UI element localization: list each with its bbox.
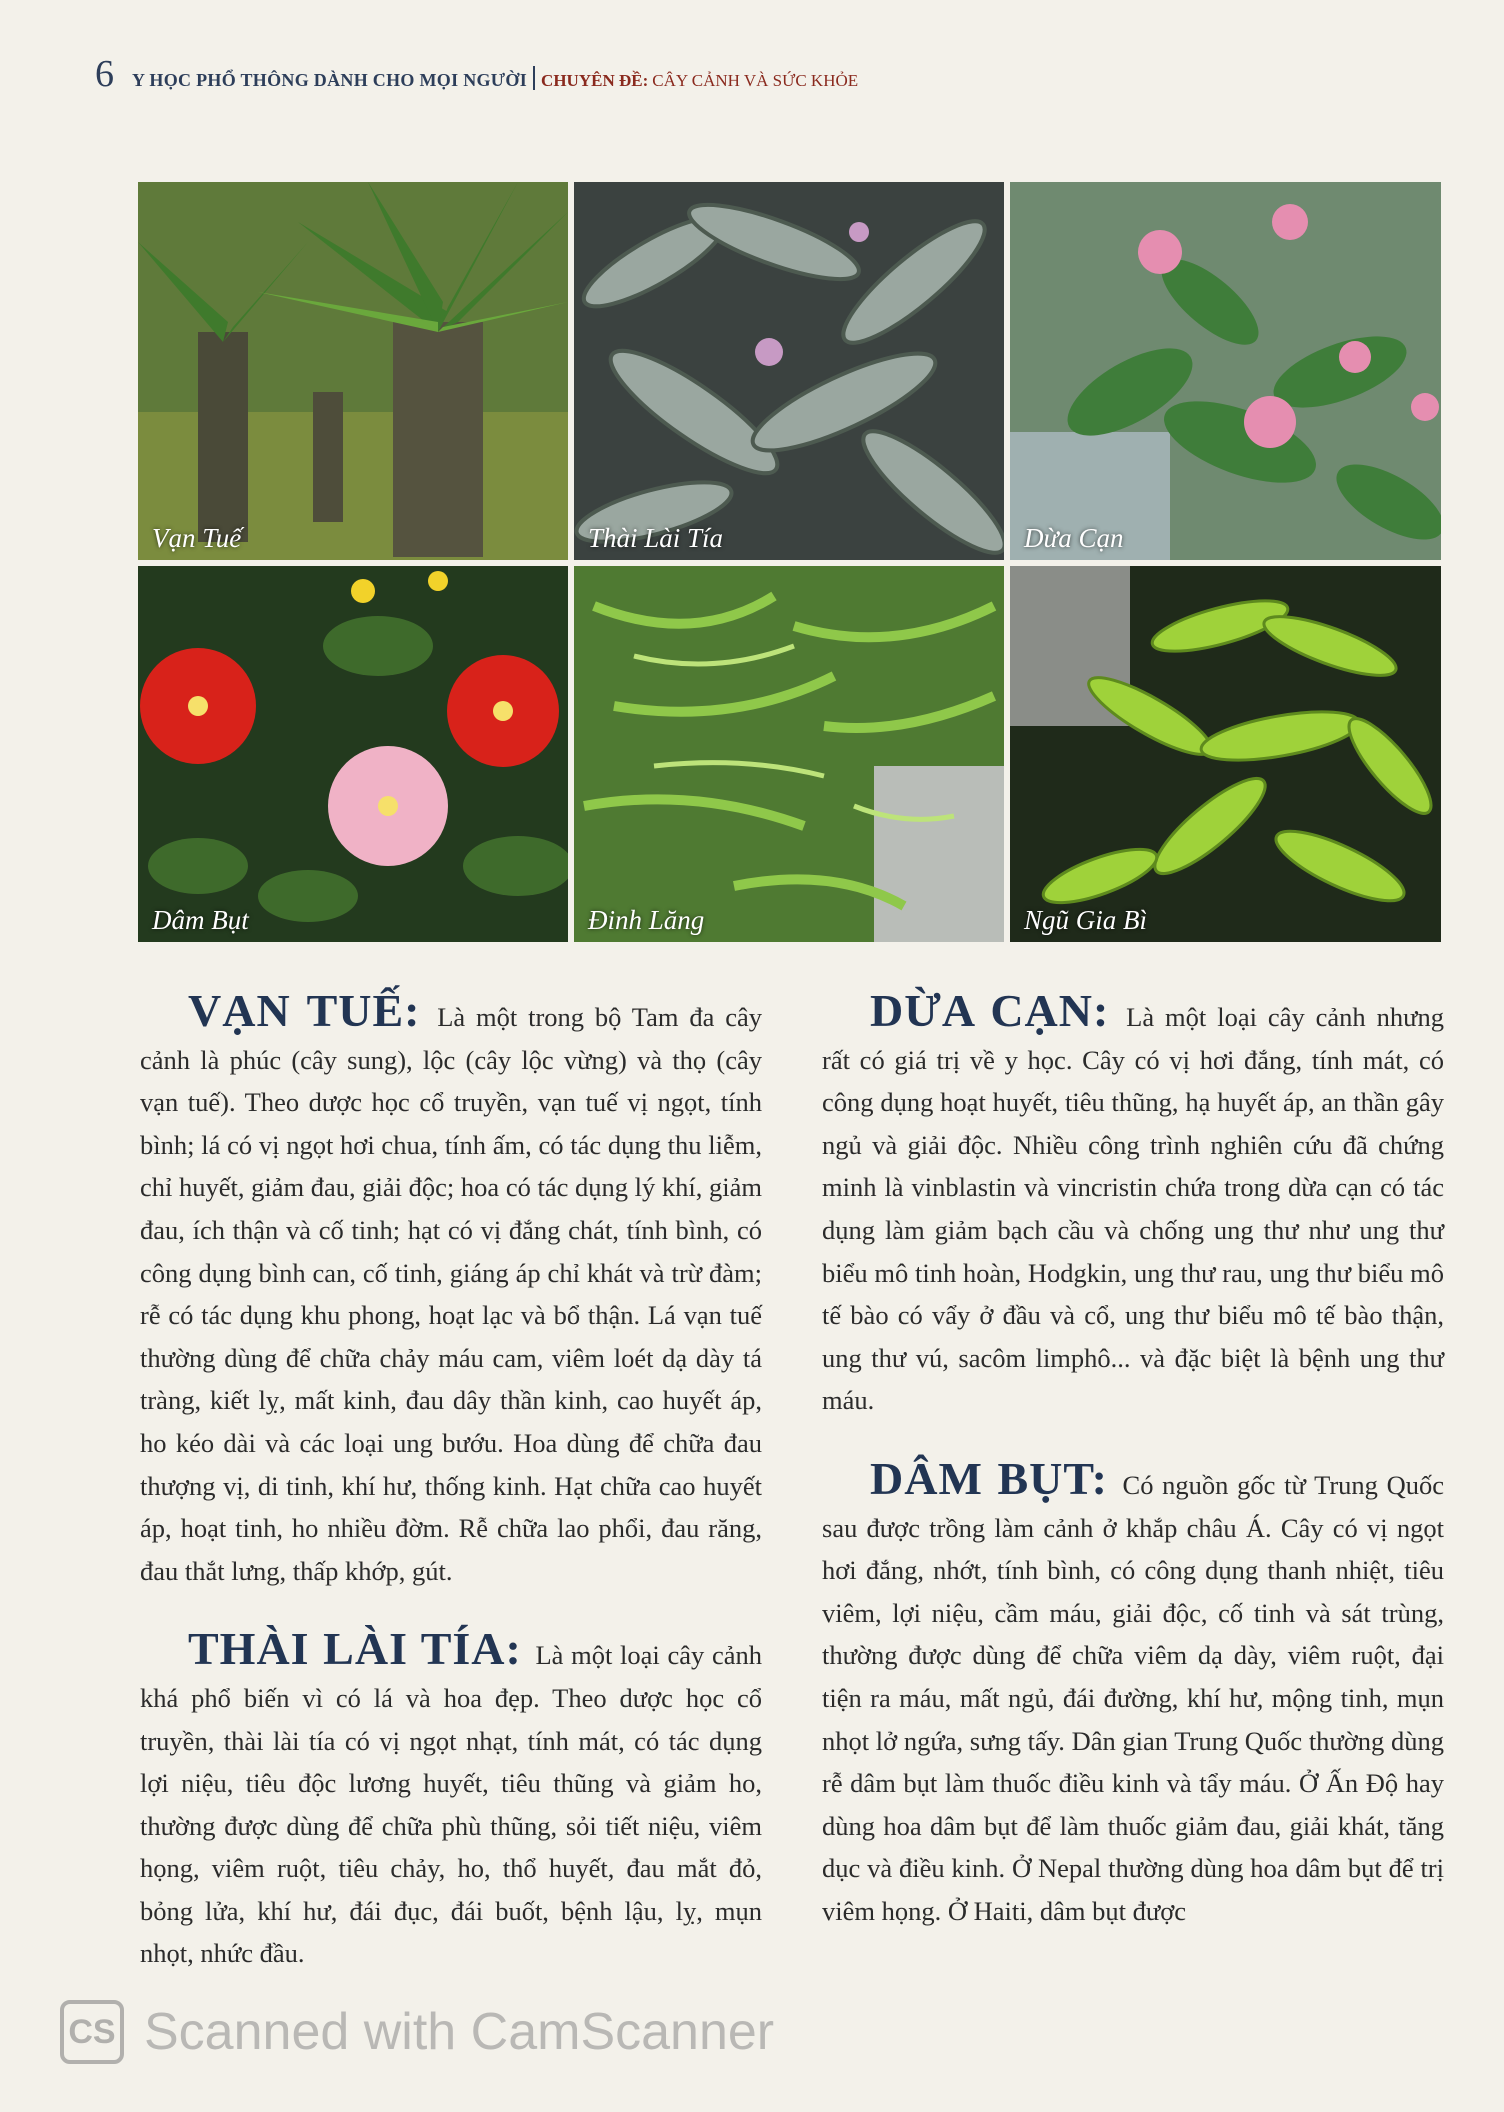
header-divider <box>533 66 535 90</box>
van-tue-illustration <box>138 182 568 560</box>
photo-caption: Ngũ Gia Bì <box>1024 905 1148 935</box>
photo-caption: Đinh Lăng <box>588 905 705 935</box>
photo-dam-but <box>138 566 568 942</box>
section-heading: DÂM BỤT: <box>870 1452 1123 1504</box>
photo-caption: Thài Lài Tía <box>588 523 724 553</box>
photo-dua-can <box>1010 182 1441 560</box>
running-header <box>95 52 859 95</box>
photo-grid <box>138 182 1441 942</box>
ngu-gia-bi-illustration <box>1010 566 1441 942</box>
topic-name: CÂY CẢNH VÀ SỨC KHỎE <box>652 71 859 90</box>
section-heading: DỪA CẠN: <box>870 985 1127 1036</box>
camscanner-watermark <box>60 2000 774 2064</box>
dam-but-illustration <box>138 566 568 942</box>
watermark-text: Scanned with CamScanner <box>144 2003 775 2061</box>
topic-label: CHUYÊN ĐỀ: <box>541 71 649 90</box>
photo-caption: Dâm Bụt <box>152 905 249 935</box>
section-dam-but <box>822 1452 1445 1933</box>
dinh-lang-illustration <box>574 566 1004 942</box>
section-dua-can <box>822 985 1444 1422</box>
section-body: Có nguồn gốc từ Trung Quốc sau được trồng làm cảnh ở khắp châu Á. Cây có vị ngọt hơi đắng, nhớt, tính bình, có công dụng thanh nhiệt, tiêu viêm, lợi niệu, cầm máu, giải độc, cố tinh và sát trùng, thường được dùng để chữa viêm dạ dày, viêm ruột, đại tiện ra máu, mất ngủ, đái đường, khí hư, mộng tinh, mụn nhọt lở ngứa, sưng tấy. Dân gian Trung Quốc thường dùng rễ dâm bụt làm thuốc điều kinh và tẩy máu. Ở Ấn Độ hay dùng hoa dâm bụt để làm thuốc giảm đau, giải khát, tăng dục và điều kinh. Ở Nepal thường dùng hoa dâm bụt để trị viêm họng. Ở Haiti, dâm bụt được <box>822 1469 1445 1926</box>
dua-can-illustration <box>1010 182 1441 560</box>
text-column-left <box>140 985 762 2011</box>
section-body: Là một loại cây cảnh nhưng rất có giá trị về y học. Cây có vị hơi đắng, tính mát, có công dụng hoạt huyết, tiêu thũng, hạ huyết áp, an thần gây ngủ và giải độc. Nhiều công trình nghiên cứu đã chứng minh là vinblastin và vincristin chứa trong dừa cạn có tác dụng làm giảm bạch cầu và chống ung thư như ung thư biểu mô tinh hoàn, Hodgkin, ung thư rau, ung thư biểu mô tế bào có vẩy ở đầu và cổ, ung thư biểu mô tế bào thận, ung thư vú, sacôm limphô... và đặc biệt là bệnh ung thư máu. <box>822 1002 1444 1416</box>
section-heading: THÀI LÀI TÍA: <box>188 1623 536 1675</box>
photo-ngu-gia-bi <box>1010 566 1441 942</box>
section-heading: VẠN TUẾ: <box>188 985 438 1036</box>
photo-caption: Dừa Cạn <box>1024 523 1124 553</box>
magazine-title: Y HỌC PHỔ THÔNG DÀNH CHO MỌI NGƯỜI <box>132 70 528 90</box>
photo-van-tue <box>138 182 568 560</box>
thai-lai-tia-illustration <box>574 182 1004 560</box>
camscanner-logo-icon: CS <box>60 2000 124 2064</box>
section-thai-lai-tia <box>140 1623 762 1975</box>
photo-thai-lai-tia <box>574 182 1004 560</box>
photo-caption: Vạn Tuế <box>152 523 242 553</box>
section-body: Là một trong bộ Tam đa cây cảnh là phúc (cây sung), lộc (cây lộc vừng) và thọ (cây vạn tuế). Theo dược học cổ truyền, vạn tuế vị ngọt, tính bình; lá có vị ngọt hơi chua, tính ấm, có tác dụng thu liễm, chỉ huyết, giảm đau, giải độc; hoa có tác dụng lý khí, giảm đau, ích thận và cố tinh; hạt có vị đắng chát, tính bình, có công dụng bình can, cố tinh, giáng áp chỉ khát và trừ đàm; rễ có tác dụng khu phong, hoạt lạc và bổ thận. Lá vạn tuế thường dùng để chữa chảy máu cam, viêm loét dạ dày tá tràng, kiết lỵ, mất kinh, đau dây thần kinh, cao huyết áp, ho kéo dài và các loại ung bướu. Hoa dùng để chữa đau thượng vị, di tinh, khí hư, thống kinh. Hạt chữa cao huyết áp, hoạt tinh, ho nhiều đờm. Rễ chữa lao phổi, đau răng, đau thắt lưng, thấp khớp, gút. <box>140 1002 762 1586</box>
section-van-tue <box>140 985 762 1592</box>
section-body: Là một loại cây cảnh khá phổ biến vì có lá và hoa đẹp. Theo dược học cổ truyền, thài lài tía có vị ngọt nhạt, tính mát, có tác dụng lợi niệu, tiêu độc lương huyết, tiêu thũng và giảm ho, thường được dùng để chữa phù thũng, sỏi tiết niệu, viêm họng, viêm ruột, tiêu chảy, ho, thổ huyết, đau mắt đỏ, bỏng lửa, khí hư, đái đục, đái buốt, bệnh lậu, lỵ, mụn nhọt, nhức đầu. <box>140 1640 762 1969</box>
text-column-right <box>822 985 1445 1968</box>
photo-dinh-lang <box>574 566 1004 942</box>
page-number: 6 <box>95 53 114 95</box>
